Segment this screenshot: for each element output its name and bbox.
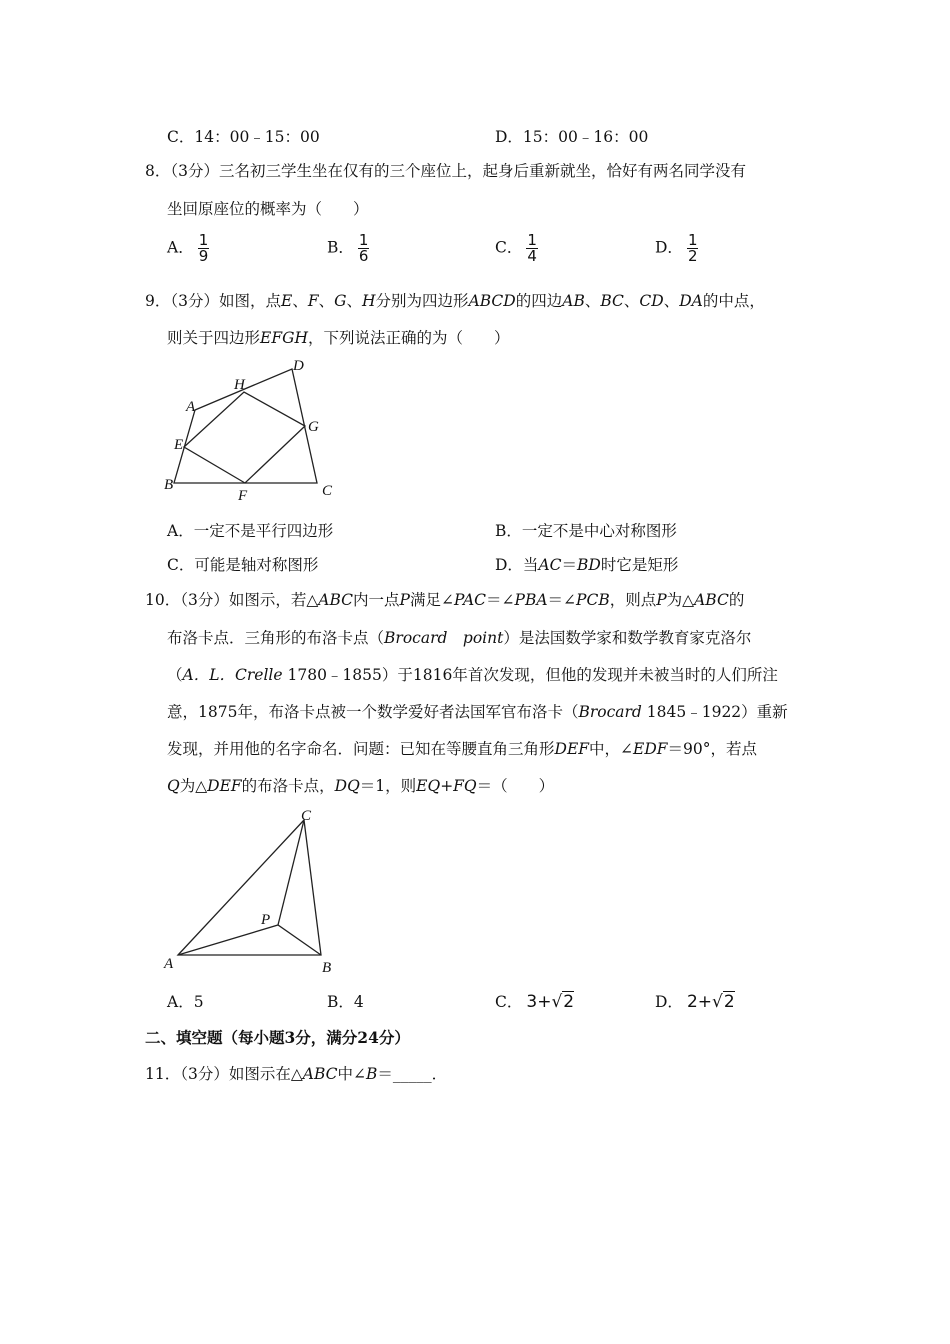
fraction: $\frac{1}{9}$ [198, 231, 209, 265]
q9-stem-line2: 则关于四边形EFGH，下列说法正确的为（ ） [167, 329, 510, 347]
q9-option-d: D．当AC＝BD时它是矩形 [495, 556, 679, 574]
q10-stem-line1: 10．（3分）如图示，若△ABC内一点P满足∠PAC＝∠PBA＝∠PCB，则点P为△ABC的 [145, 591, 745, 609]
label-a: A [186, 399, 196, 415]
label-g: G [308, 419, 319, 435]
q10-stem-line3: （A．L．Crelle 1780﹣1855）于1816年首次发现，但他的发现并未被当时的人们所注 [167, 666, 778, 684]
sqrt-expression: 2+√2 [686, 992, 735, 1012]
q8-option-c: C． $\frac{1}{4}$ [495, 231, 537, 265]
q8-stem-line2: 坐回原座位的概率为（ ） [167, 200, 369, 218]
label-h: H [234, 377, 245, 393]
segment-pc [278, 820, 304, 925]
section-title: 二、填空题（每小题3分，满分24分） [145, 1028, 410, 1047]
sqrt-expression: 3+√2 [526, 992, 575, 1012]
q8-option-d: D． $\frac{1}{2}$ [655, 231, 698, 265]
fraction: $\frac{1}{6}$ [358, 231, 369, 265]
q10-stem-line6: Q为△DEF的布洛卡点，DQ＝1，则EQ+FQ＝（ ） [167, 777, 555, 795]
q10-brocard-figure [160, 800, 360, 980]
label-c: C [322, 483, 333, 499]
q9-option-c: C．可能是轴对称图形 [167, 556, 319, 574]
q10-stem-line4: 意，1875年，布洛卡点被一个数学爱好者法国军官布洛卡（Brocard 1845﹣1922）重新 [167, 703, 788, 721]
label-d: D [293, 358, 304, 374]
q9-option-a: A．一定不是平行四边形 [167, 522, 334, 540]
q10-option-d: D． 2+√2 [655, 992, 735, 1012]
q10-option-c: C． 3+√2 [495, 992, 575, 1012]
q8-stem-line1: 8．（3分）三名初三学生坐在仅有的三个座位上，起身后重新就坐，恰好有两名同学没有 [145, 162, 746, 180]
label-b: B [322, 960, 332, 976]
q9-quadrilateral-figure [160, 355, 360, 505]
quad-abcd [174, 369, 317, 483]
q9-option-b: B．一定不是中心对称图形 [495, 522, 677, 540]
label-f: F [238, 488, 248, 504]
q10-option-b: B．4 [327, 993, 364, 1011]
q10-stem-line5: 发现，并用他的名字命名．问题：已知在等腰直角三角形DEF中，∠EDF＝90°，若点 [167, 740, 757, 758]
quad-efgh [184, 392, 305, 483]
q8-option-a: A． $\frac{1}{9}$ [167, 231, 209, 265]
q9-stem-line1: 9．（3分）如图，点E、F、G、H分别为四边形ABCD的四边AB、BC、CD、DA的中点， [145, 292, 765, 310]
label-a: A [164, 956, 174, 972]
q11-stem: 11．（3分）如图示在△ABC中∠B＝_____． [145, 1065, 448, 1083]
q10-stem-line2: 布洛卡点．三角形的布洛卡点（Brocard point）是法国数学家和数学教育家克洛尔 [167, 629, 752, 647]
fraction: $\frac{1}{2}$ [687, 231, 698, 265]
label-c: C [301, 808, 312, 824]
label-b: B [164, 477, 174, 493]
label-p: P [261, 912, 271, 928]
segments-pa-pb [178, 925, 321, 955]
q10-option-a: A．5 [167, 993, 204, 1011]
fraction: $\frac{1}{4}$ [527, 231, 537, 265]
q7-option-d: D．15：00﹣16：00 [495, 128, 649, 146]
q8-option-b: B． $\frac{1}{6}$ [327, 231, 369, 265]
label-e: E [174, 437, 184, 453]
q7-option-c: C．14：00﹣15：00 [167, 128, 320, 146]
